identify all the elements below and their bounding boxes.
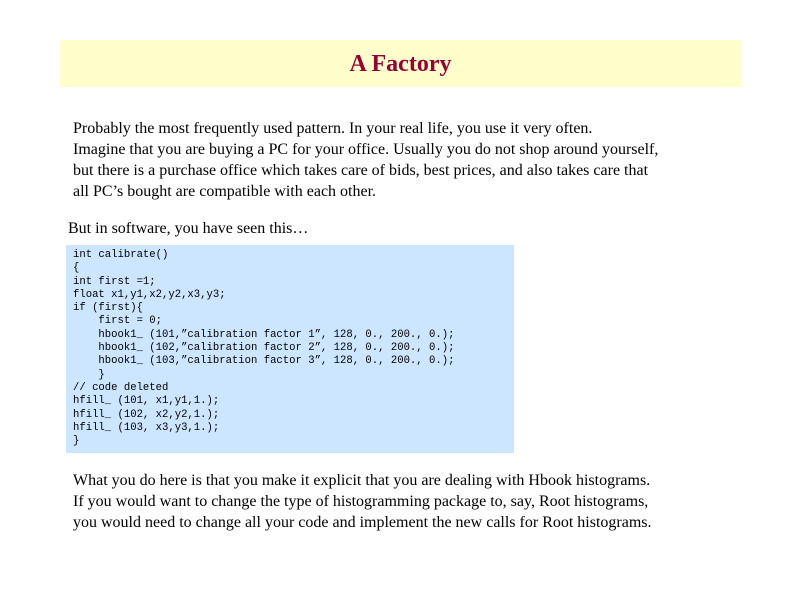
intro-paragraph	[73, 118, 658, 202]
intro-line: Imagine that you are buying a PC for your office. Usually you do not shop around yourself,	[73, 141, 659, 158]
code-line: hfill_ (101, x1,y1,1.);	[73, 395, 220, 408]
outro-line: What you do here is that you make it explicit that you are dealing with Hbook histograms.	[73, 472, 651, 489]
code-line: hbook1_ (101,”calibration factor 1”, 128, 0., 200., 0.);	[73, 328, 455, 341]
code-line: first = 0;	[73, 315, 163, 328]
code-line: hbook1_ (102,”calibration factor 2”, 128, 0., 200., 0.);	[73, 342, 455, 355]
code-block	[66, 245, 514, 453]
code-line: if (first){	[73, 302, 143, 315]
code-line: }	[73, 435, 80, 448]
outro-line: If you would want to change the type of histogramming package to, say, Root histograms,	[73, 493, 649, 510]
outro-line: you would need to change all your code and implement the new calls for Root histograms.	[73, 514, 652, 531]
code-line: hbook1_ (103,”calibration factor 3”, 128, 0., 200., 0.);	[73, 355, 455, 368]
code-line: hfill_ (102, x2,y2,1.);	[73, 408, 220, 421]
lead-paragraph	[68, 218, 308, 239]
code-line: float x1,y1,x2,y2,x3,y3;	[73, 288, 226, 301]
code-line: }	[73, 368, 105, 381]
code-line: hfill_ (103, x3,y3,1.);	[73, 421, 220, 434]
code-line: int first =1;	[73, 275, 156, 288]
outro-paragraph	[73, 470, 652, 533]
code-line: {	[73, 262, 80, 275]
lead-line: But in software, you have seen this…	[68, 220, 309, 237]
intro-line: all PC’s bought are compatible with each other.	[73, 183, 377, 200]
slide-title: A Factory	[349, 51, 452, 77]
code-line: // code deleted	[73, 381, 169, 394]
intro-line: but there is a purchase office which takes care of bids, best prices, and also takes care that	[73, 162, 649, 179]
title-banner	[60, 40, 741, 87]
code-line: int calibrate()	[73, 249, 169, 261]
intro-line: Probably the most frequently used pattern. In your real life, you use it very often.	[73, 120, 593, 137]
